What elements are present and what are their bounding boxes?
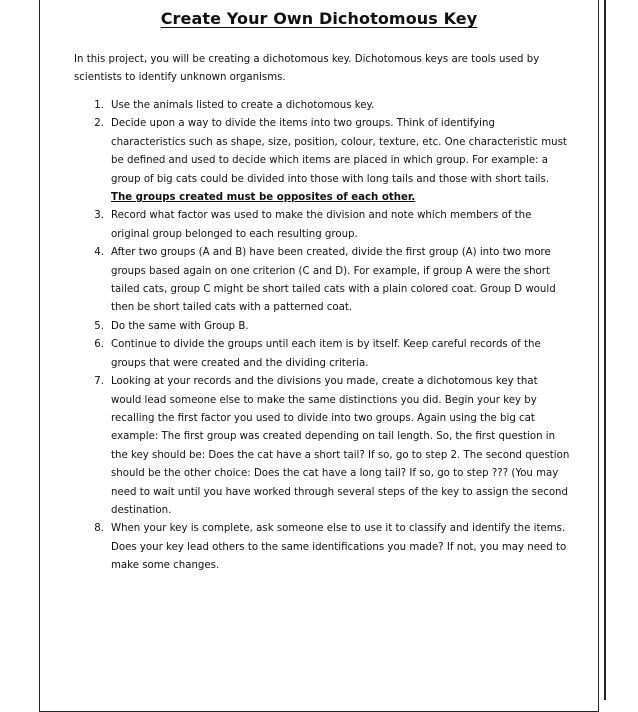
page-edge-right	[604, 0, 606, 700]
step-item	[94, 97, 571, 115]
step-item	[94, 520, 571, 575]
step-text: Decide upon a way to divide the items into two groups. Think of identifying characteristics such as shape, size, position, colour, texture, etc. One characteristic must be defined and used to decide which items are placed in which group. For example: a group of big cats could be divided into those with long tails and those with short tails.	[111, 118, 567, 185]
document-title-text: Create Your Own Dichotomous Key	[160, 9, 478, 28]
step-item	[94, 207, 571, 244]
step-number: 6.	[94, 339, 104, 351]
step-number: 1.	[94, 100, 104, 111]
step-text: After two groups (A and B) have been created, divide the first group (A) into two more groups based again on one criterion (C and D). For example, if group A were the short tailed cats, group C might be short tailed cats with a plain colored coat. Group D would then be short tailed cats with a patterned coat.	[111, 247, 556, 314]
step-item	[94, 373, 571, 520]
step-number: 4.	[94, 247, 104, 259]
step-item	[94, 336, 571, 373]
step-emphasis: The groups created must be opposites of each other.	[111, 192, 416, 204]
step-number: 2.	[94, 118, 104, 130]
step-text: Record what factor was used to make the division and note which members of the original group belonged to each resulting group.	[111, 210, 532, 240]
step-number: 3.	[94, 210, 104, 222]
step-text: Looking at your records and the divisions you made, create a dichotomous key that would lead someone else to make the same distinctions you did. Begin your key by recalling the first factor you used to divide into two groups. Again using the big cat example: The first group was created depending on tail length. So, the first question in the key should be: Does the cat have a short tail? If so, go to step 2. The second question should be the other choice: Does the cat have a long tail? If so, go to step ??? (You may need to wait until you have worked through several steps of the key to assign the second destination.	[111, 376, 570, 516]
document-title	[0, 9, 638, 28]
step-item	[94, 318, 571, 336]
step-text: Do the same with Group B.	[111, 320, 249, 332]
step-item	[94, 115, 571, 207]
intro-paragraph: In this project, you will be creating a dichotomous key. Dichotomous keys are tools used by scientists to identify unknown organisms.	[74, 54, 540, 83]
step-text: Continue to divide the groups until each item is by itself. Keep careful records of the groups that were created and the dividing criteria.	[111, 339, 541, 369]
step-text: When your key is complete, ask someone else to use it to classify and identify the items. Does your key lead others to the same identifications you made? If not, you may need to make some changes.	[111, 523, 567, 572]
step-text: Use the animals listed to create a dichotomous key.	[111, 100, 375, 111]
step-number: 7.	[94, 376, 104, 388]
step-item	[94, 244, 571, 318]
steps-list	[94, 97, 571, 576]
step-number: 5.	[94, 320, 104, 332]
step-number: 8.	[94, 523, 104, 535]
